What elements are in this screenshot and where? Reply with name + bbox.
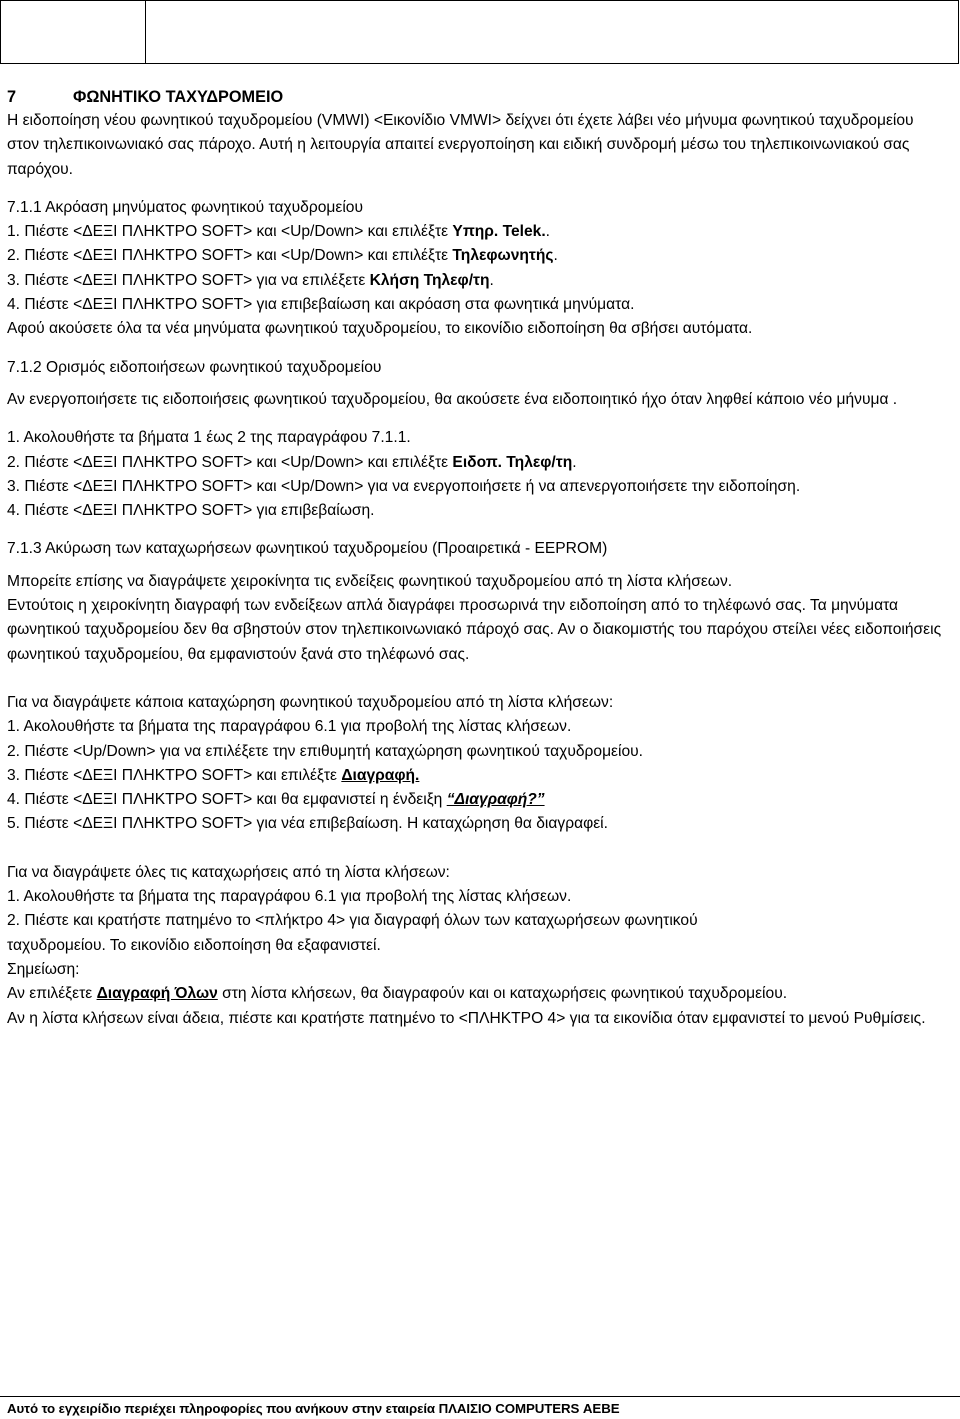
delete-single-step-5: 5. Πιέστε <ΔΕΞΙ ΠΛΗΚΤΡΟ SOFT> για νέα επιβεβαίωση. Η καταχώρηση θα διαγραφεί. <box>7 815 608 833</box>
delete-all-step-2: 2. Πιέστε και κρατήστε πατημένο το <πλήκτρο 4> για διαγραφή όλων των καταχωρήσεων φωνητικού ταχυδρομείου. Το εικονίδιο ειδοποίηση θα εξαφανιστεί. <box>7 912 698 954</box>
s713-line-1: Μπορείτε επίσης να διαγράψετε χειροκίνητα τις ενδείξεις φωνητικού ταχυδρομείου από τη λίστα κλήσεων. <box>7 572 733 590</box>
s711-step-4: 4. Πιέστε <ΔΕΞΙ ΠΛΗΚΤΡΟ SOFT> για επιβεβαίωση και ακρόαση στα φωνητικά μηνύματα. <box>7 296 635 314</box>
section-711-title: 7.1.1 Ακρόαση μηνύματος φωνητικού ταχυδρομείου <box>7 198 363 216</box>
delete-single-step-4: 4. Πιέστε <ΔΕΞΙ ΠΛΗΚΤΡΟ SOFT> και θα εμφανιστεί η ένδειξη “Διαγραφή?” <box>7 791 545 809</box>
note-label: Σημείωση: <box>7 960 80 978</box>
s713-paragraph: Εντούτοις η χειροκίνητη διαγραφή των ενδείξεων απλά διαγράφει προσωρινά την ειδοποίηση από το τηλέφωνό σας. Τα μηνύματα φωνητικού ταχυδρομείου δεν θα σβηστούν στον τηλεπικοινωνιακό πάροχό σας. Αν ο διακομιστής του παρόχου στείλει νέες ειδοποιήσεις φωνητικού ταχυδρομείου, θα εμφανιστούν ξανά στο τηλέφωνό σας. <box>7 597 942 663</box>
header-cell-left <box>1 1 146 64</box>
delete-single-step-3: 3. Πιέστε <ΔΕΞΙ ΠΛΗΚΤΡΟ SOFT> και επιλέξτε Διαγραφή. <box>7 766 420 784</box>
delete-single-step-2: 2. Πιέστε <Up/Down> για να επιλέξετε την επιθυμητή καταχώρηση φωνητικού ταχυδρομείου. <box>7 742 644 760</box>
s712-step-4: 4. Πιέστε <ΔΕΞΙ ΠΛΗΚΤΡΟ SOFT> για επιβεβαίωση. <box>7 502 375 520</box>
delete-single-step-1: 1. Ακολουθήστε τα βήματα της παραγράφου 6.1 για προβολή της λίστας κλήσεων. <box>7 718 572 736</box>
header-cell-right <box>146 1 959 64</box>
s712-step-2: 2. Πιέστε <ΔΕΞΙ ΠΛΗΚΤΡΟ SOFT> και <Up/Down> και επιλέξτε Ειδοπ. Τηλεφ/τη. <box>7 453 577 471</box>
delete-all-step-1: 1. Ακολουθήστε τα βήματα της παραγράφου 6.1 για προβολή της λίστας κλήσεων. <box>7 888 572 906</box>
footer-text: Αυτό το εγχειρίδιο περιέχει πληροφορίες που ανήκουν στην εταιρεία ΠΛΑΙΣΙΟ COMPUTERS ΑΕΒΕ <box>7 1401 620 1416</box>
s712-step-3: 3. Πιέστε <ΔΕΞΙ ΠΛΗΚΤΡΟ SOFT> και <Up/Down> για να ενεργοποιήσετε ή να απενεργοποιήσετε την ειδοποίηση. <box>7 477 801 495</box>
s711-step-3: 3. Πιέστε <ΔΕΞΙ ΠΛΗΚΤΡΟ SOFT> για να επιλέξετε Κλήση Τηλεφ/τη. <box>7 271 494 289</box>
intro-paragraph: Η ειδοποίηση νέου φωνητικού ταχυδρομείου (VMWI) <Εικονίδιο VMWI> δείχνει ότι έχετε λάβει νέο μήνυμα φωνητικού ταχυδρομείου στον τηλεπικοινωνιακό σας πάροχο. Αυτή η λειτουργία απαιτεί ενεργοποίηση και ειδική συνδρομή μέσω του τηλεπικοινωνιακού σας παρόχου. <box>7 112 914 178</box>
note-line-2: Αν η λίστα κλήσεων είναι άδεια, πιέστε και κρατήστε πατημένο το <ΠΛΗΚΤΡΟ 4> για τα εικονίδια όταν εμφανιστεί το μενού Ρυθμίσεις. <box>7 1009 926 1027</box>
delete-all-title: Για να διαγράψετε όλες τις καταχωρήσεις από τη λίστα κλήσεων: <box>7 863 450 881</box>
chapter-number: 7 <box>7 88 17 106</box>
chapter-heading <box>7 85 953 109</box>
document-body <box>7 85 953 1031</box>
note-line-1: Αν επιλέξετε Διαγραφή Όλων στη λίστα κλήσεων, θα διαγραφούν και οι καταχωρήσεις φωνητικού ταχυδρομείου. <box>7 985 788 1003</box>
s712-intro: Αν ενεργοποιήσετε τις ειδοποιήσεις φωνητικού ταχυδρομείου, θα ακούσετε ένα ειδοποιητικό ήχο όταν ληφθεί κάποιο νέο μήνυμα . <box>7 390 898 408</box>
s711-note: Αφού ακούσετε όλα τα νέα μηνύματα φωνητικού ταχυδρομείου, το εικονίδιο ειδοποίηση θα σβήσει αυτόματα. <box>7 320 753 338</box>
s711-step-1: 1. Πιέστε <ΔΕΞΙ ΠΛΗΚΤΡΟ SOFT> και <Up/Down> και επιλέξτε Υπηρ. Telek.. <box>7 223 550 241</box>
page-header-table <box>0 0 959 64</box>
section-713-title: 7.1.3 Ακύρωση των καταχωρήσεων φωνητικού ταχυδρομείου (Προαιρετικά - EEPROM) <box>7 540 608 558</box>
s712-step-1: 1. Ακολουθήστε τα βήματα 1 έως 2 της παραγράφου 7.1.1. <box>7 429 411 447</box>
footer-divider <box>0 1396 960 1397</box>
chapter-title: ΦΩΝΗΤΙΚΟ ΤΑΧΥΔΡΟΜΕΙΟ <box>73 88 284 106</box>
section-712-title: 7.1.2 Ορισμός ειδοποιήσεων φωνητικού ταχυδρομείου <box>7 358 382 376</box>
s711-step-2: 2. Πιέστε <ΔΕΞΙ ΠΛΗΚΤΡΟ SOFT> και <Up/Down> και επιλέξτε Τηλεφωνητής. <box>7 247 558 265</box>
delete-single-title: Για να διαγράψετε κάποια καταχώρηση φωνητικού ταχυδρομείου από τη λίστα κλήσεων: <box>7 693 614 711</box>
